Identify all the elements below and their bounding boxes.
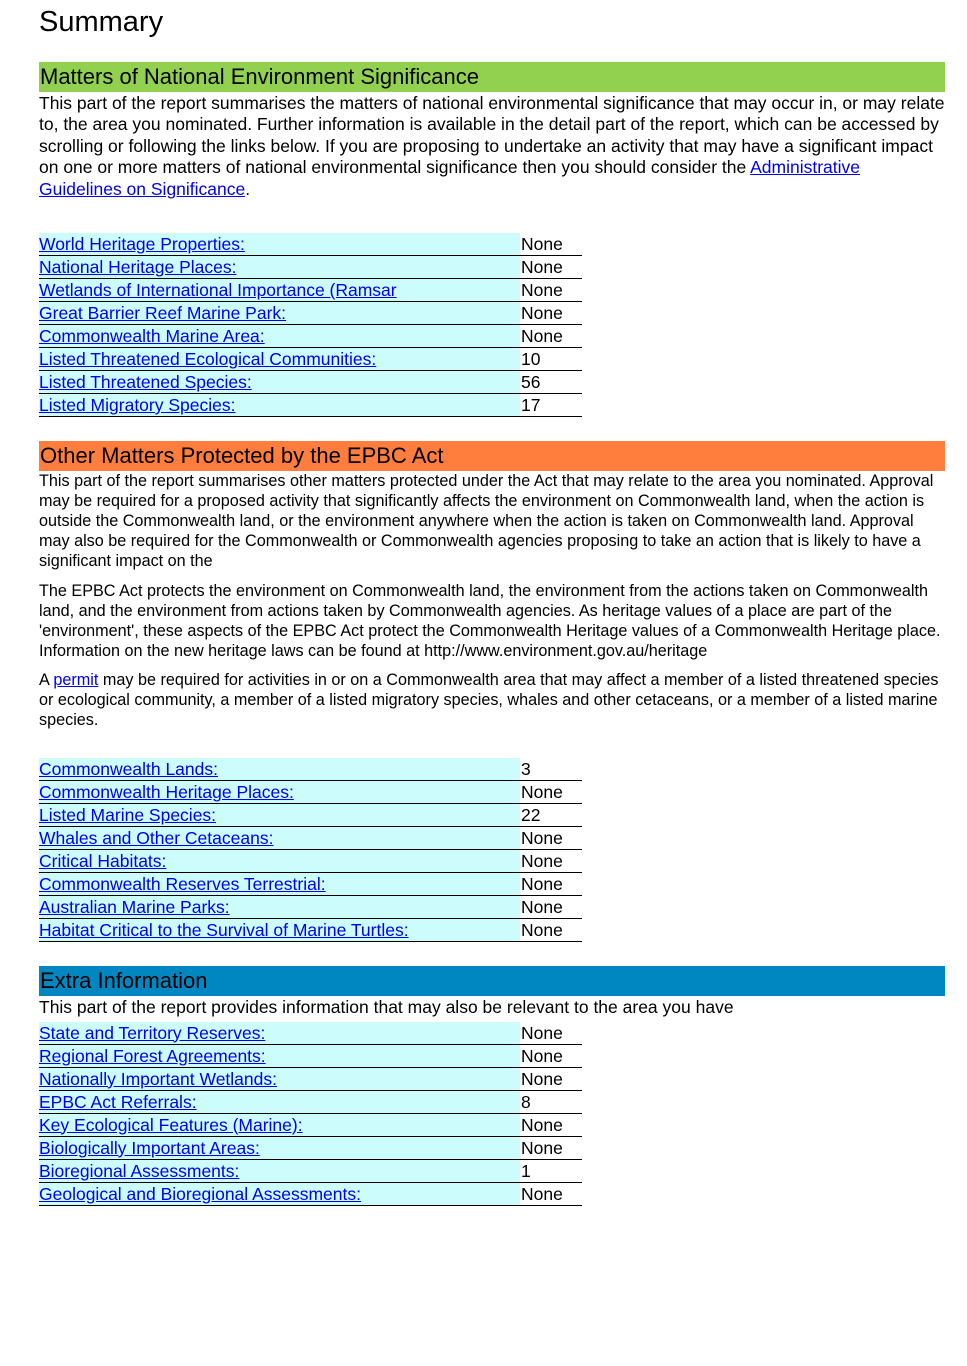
table-row [39, 302, 582, 325]
other-matters-para-2: The EPBC Act protects the environment on Commonwealth land, the environment from the actions taken on Commonwealth land, and the environment from actions taken by Commonwealth agencies. As heritage values of a place are part of the 'environment', these aspects of the EPBC Act protect the Commonwealth Heritage values of a Commonwealth Heritage place. Information on the new heritage laws can be found at http://www.environment.gov.au/heritage [39, 581, 941, 660]
row-value: 56 [520, 371, 582, 394]
row-value: None [520, 1182, 582, 1205]
report-summary-page [39, 0, 945, 1206]
table-row [39, 896, 582, 919]
row-label-link[interactable]: Regional Forest Agreements: [39, 1045, 266, 1066]
mnes-summary-table [39, 233, 582, 417]
row-label-cell [39, 873, 520, 896]
row-value: 10 [520, 348, 582, 371]
mnes-intro-text: This part of the report summarises the matters of national environmental significance that may occur in, or may relate to, the area you nominated. Further information is available in the detail part of the report, which can be accessed by scrolling or following the links below. If you are proposing to undertake an activity that may have a significant impact on one or more matters of national environmental significance then you should consider the [39, 93, 945, 178]
row-label-cell [39, 827, 520, 850]
table-row [39, 827, 582, 850]
row-value: None [520, 325, 582, 348]
permit-link[interactable]: permit [53, 670, 99, 689]
table-row [39, 394, 582, 417]
row-label-cell [39, 1090, 520, 1113]
row-label-cell [39, 302, 520, 325]
table-row [39, 1159, 582, 1182]
table-row [39, 919, 582, 942]
row-value: None [520, 873, 582, 896]
row-label-cell [39, 348, 520, 371]
row-value: None [520, 1022, 582, 1045]
table-row [39, 1090, 582, 1113]
row-label-link[interactable]: Listed Marine Species: [39, 805, 217, 826]
row-label-cell [39, 233, 520, 256]
table-row [39, 1113, 582, 1136]
row-label-link[interactable]: Commonwealth Heritage Places: [39, 782, 294, 803]
section-header-other-matters: Other Matters Protected by the EPBC Act [39, 441, 945, 471]
row-label-link[interactable]: Key Ecological Features (Marine): [39, 1114, 303, 1135]
mnes-intro-end: . [245, 178, 251, 199]
row-label-cell [39, 781, 520, 804]
row-label-cell [39, 896, 520, 919]
row-label-link[interactable]: Commonwealth Marine Area: [39, 326, 265, 347]
row-label-link[interactable]: Biologically Important Areas: [39, 1137, 260, 1158]
table-row [39, 1136, 582, 1159]
row-label-cell [39, 1136, 520, 1159]
row-value: None [520, 279, 582, 302]
row-label-cell [39, 394, 520, 417]
row-label-link[interactable]: Listed Threatened Species: [39, 372, 252, 393]
row-label-cell [39, 850, 520, 873]
row-value: None [520, 919, 582, 942]
table-row [39, 256, 582, 279]
row-label-link[interactable]: EPBC Act Referrals: [39, 1091, 197, 1112]
section-header-mnes: Matters of National Environment Significance [39, 62, 945, 92]
permit-para-end: may be required for activities in or on a Commonwealth area that may affect a member of a listed threatened species or ecological community, a member of a listed migratory species, whales and other cetaceans, or a member of a listed marine species. [39, 670, 939, 730]
row-label-cell [39, 804, 520, 827]
row-value: None [520, 896, 582, 919]
table-row [39, 279, 582, 302]
row-label-link[interactable]: National Heritage Places: [39, 257, 237, 278]
row-label-link[interactable]: Listed Threatened Ecological Communities: [39, 349, 377, 370]
row-label-cell [39, 1022, 520, 1045]
row-value: None [520, 781, 582, 804]
row-label-link[interactable]: Australian Marine Parks: [39, 897, 230, 918]
table-row [39, 325, 582, 348]
table-row [39, 348, 582, 371]
table-row [39, 804, 582, 827]
extra-information-summary-table-body [39, 1022, 582, 1206]
row-value: None [520, 1067, 582, 1090]
row-label-link[interactable]: Commonwealth Reserves Terrestrial: [39, 874, 326, 895]
row-label-cell [39, 919, 520, 942]
page-title: Summary [39, 6, 164, 38]
table-row [39, 781, 582, 804]
row-label-cell [39, 1182, 520, 1205]
row-label-link[interactable]: State and Territory Reserves: [39, 1022, 266, 1043]
table-row [39, 1067, 582, 1090]
row-label-link[interactable]: Wetlands of International Importance (Ramsar [39, 280, 397, 301]
row-label-cell [39, 1159, 520, 1182]
row-label-link[interactable]: World Heritage Properties: [39, 234, 245, 255]
table-row [39, 371, 582, 394]
row-value: 3 [520, 758, 582, 781]
mnes-summary-table-body [39, 233, 582, 417]
row-value: 8 [520, 1090, 582, 1113]
row-label-cell [39, 1044, 520, 1067]
row-label-cell [39, 1067, 520, 1090]
row-label-link[interactable]: Whales and Other Cetaceans: [39, 828, 274, 849]
table-row [39, 233, 582, 256]
row-label-cell [39, 256, 520, 279]
row-label-cell [39, 279, 520, 302]
row-label-link[interactable]: Commonwealth Lands: [39, 759, 218, 780]
other-matters-summary-table [39, 758, 582, 942]
row-value: None [520, 1044, 582, 1067]
table-row [39, 758, 582, 781]
row-value: 17 [520, 394, 582, 417]
row-label-link[interactable]: Great Barrier Reef Marine Park: [39, 303, 287, 324]
section-header-extra-information: Extra Information [39, 966, 945, 996]
row-label-cell [39, 371, 520, 394]
row-value: 1 [520, 1159, 582, 1182]
row-value: None [520, 1136, 582, 1159]
row-label-cell [39, 1113, 520, 1136]
row-value: None [520, 302, 582, 325]
row-label-cell [39, 758, 520, 781]
row-value: None [520, 1113, 582, 1136]
table-row [39, 873, 582, 896]
row-value: None [520, 256, 582, 279]
row-label-link[interactable]: Bioregional Assessments: [39, 1160, 240, 1181]
row-value: None [520, 850, 582, 873]
table-row [39, 1044, 582, 1067]
row-value: None [520, 827, 582, 850]
row-value: None [520, 233, 582, 256]
table-row [39, 1022, 582, 1045]
extra-information-intro: This part of the report provides information that may also be relevant to the area you have [39, 997, 734, 1018]
extra-information-summary-table [39, 1022, 582, 1206]
table-row [39, 1182, 582, 1205]
mnes-intro [39, 93, 945, 200]
table-row [39, 850, 582, 873]
row-value: 22 [520, 804, 582, 827]
administrative-guidelines-link[interactable]: Administrative Guidelines on Significance [39, 157, 861, 199]
other-matters-para-1: This part of the report summarises other matters protected under the Act that may relate to the area you nominated. Approval may be required for a proposed activity that significantly affects the environment on Commonwealth land, when the action is outside the Commonwealth land, or the environment anywhere when the action is taken on Commonwealth land. Approval may also be required for the Commonwealth or Commonwealth agencies proposing to take an action that is likely to have a significant impact on the [39, 472, 934, 571]
row-label-cell [39, 325, 520, 348]
other-matters-para-3 [39, 670, 945, 730]
row-label-link[interactable]: Listed Migratory Species: [39, 395, 236, 416]
row-label-link[interactable]: Critical Habitats: [39, 851, 167, 872]
row-label-link[interactable]: Habitat Critical to the Survival of Marine Turtles: [39, 920, 409, 941]
row-label-link[interactable]: Geological and Bioregional Assessments: [39, 1183, 361, 1204]
other-matters-summary-table-body [39, 758, 582, 942]
row-label-link[interactable]: Nationally Important Wetlands: [39, 1068, 277, 1089]
permit-para-start: A [39, 670, 54, 689]
